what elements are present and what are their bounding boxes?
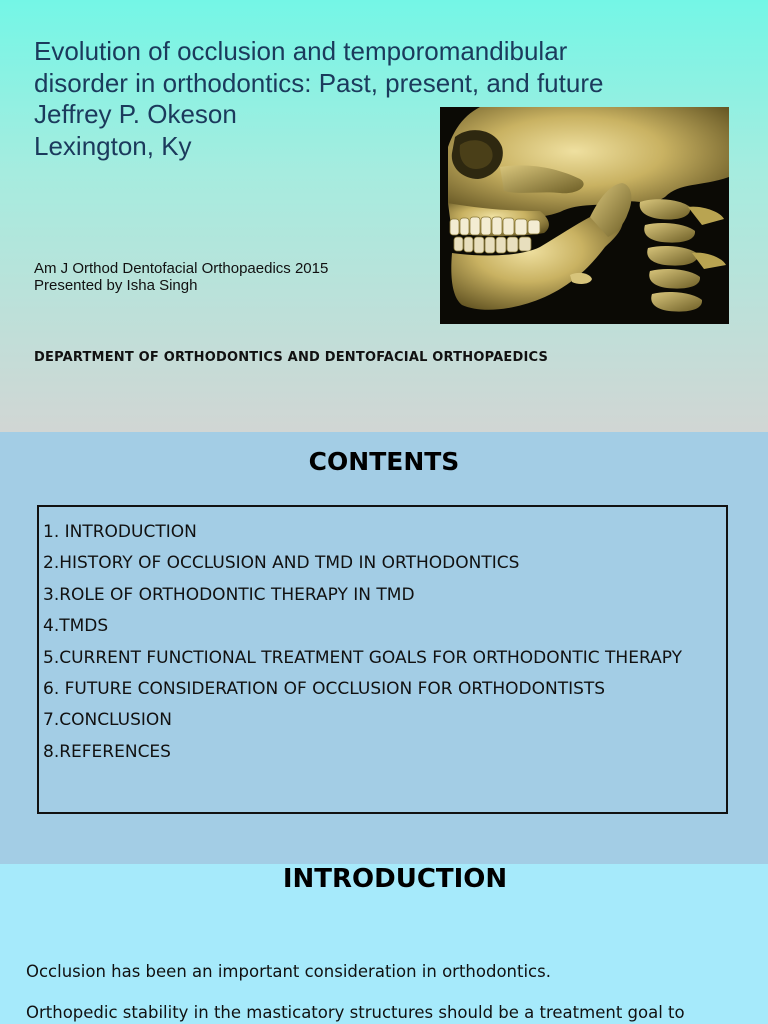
intro-paragraph: Orthopedic stability in the masticatory structures should be a treatment goal to [26, 1003, 685, 1022]
contents-list [43, 517, 682, 768]
contents-heading: CONTENTS [308, 447, 460, 476]
department-name: DEPARTMENT OF ORTHODONTICS AND DENTOFACIAL ORTHOPAEDICS [34, 350, 549, 365]
introduction-heading: INTRODUCTION [282, 864, 508, 894]
introduction-slide [0, 864, 768, 1024]
contents-box [37, 505, 728, 814]
journal-citation: Am J Orthod Dentofacial Orthopaedics 2015 [34, 260, 329, 277]
contents-item: 4.TMDS [43, 616, 109, 637]
title-line: disorder in orthodontics: Past, present, and future [34, 67, 604, 98]
intro-paragraph: Occlusion has been an important consideration in orthodontics. [26, 962, 551, 981]
contents-item: 2.HISTORY OF OCCLUSION AND TMD IN ORTHODONTICS [43, 553, 520, 574]
presenter: Presented by Isha Singh [34, 277, 198, 294]
contents-item: 6. FUTURE CONSIDERATION OF OCCLUSION FOR ORTHODONTISTS [43, 679, 606, 700]
author-location: Lexington, Ky [34, 130, 192, 161]
title-line: Evolution of occlusion and temporomandibular [34, 36, 568, 66]
citation-block [34, 260, 328, 294]
skull-ct-image [440, 107, 729, 324]
author-name: Jeffrey P. Okeson [34, 99, 237, 129]
contents-item: 7.CONCLUSION [43, 710, 173, 731]
title-slide [0, 0, 768, 432]
contents-slide [0, 432, 768, 864]
contents-item: 8.REFERENCES [43, 741, 171, 762]
contents-item: 5.CURRENT FUNCTIONAL TREATMENT GOALS FOR ORTHODONTIC THERAPY [43, 647, 682, 668]
contents-item: 1. INTRODUCTION [43, 522, 197, 542]
contents-item: 3.ROLE OF ORTHODONTIC THERAPY IN TMD [43, 584, 415, 605]
